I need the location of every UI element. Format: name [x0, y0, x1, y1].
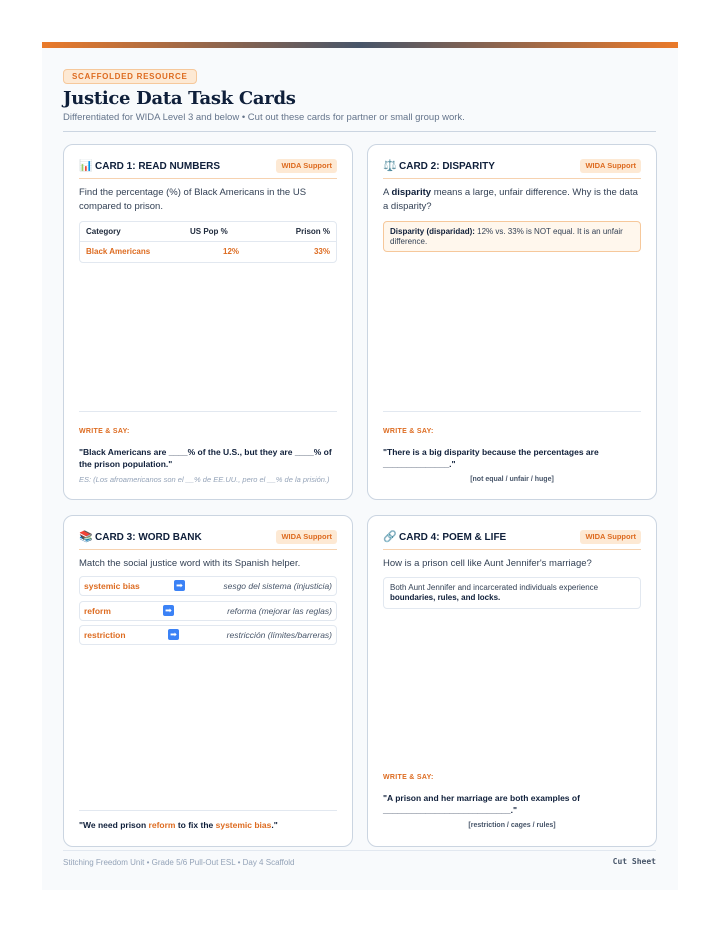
frame-text: to fix the [175, 820, 216, 830]
word-options: [not equal / unfair / huge] [470, 476, 554, 483]
comparison-text: Both Aunt Jennifer and incarcerated individuals experience [390, 583, 599, 592]
frame-text: ." [271, 820, 278, 830]
footer-cut-sheet: Cut Sheet [612, 857, 656, 866]
card-header [383, 159, 641, 179]
arrow-right-icon: ➡ [174, 580, 185, 591]
write-say-label: WRITE & SAY: [383, 774, 434, 781]
english-word: reform [84, 606, 111, 616]
prompt-text: means a large, unfair difference. Why is the data a disparity? [383, 187, 638, 212]
frame-text: "We need prison [79, 820, 149, 830]
table-header: Prison % [295, 227, 330, 236]
comparison-bold: boundaries, rules, and locks. [390, 593, 501, 602]
english-word: systemic bias [84, 581, 140, 591]
frame-keyword: systemic bias [215, 820, 272, 830]
card-title: CARD 2: DISPARITY [399, 161, 495, 172]
sentence-frame: "A prison and her marriage are both examples of ___________________________." [383, 793, 580, 815]
table-cell: 33% [313, 247, 330, 256]
bar-chart-icon: 📊 [79, 160, 93, 172]
wida-badge: WIDA Support [580, 530, 641, 544]
spanish-word: sesgo del sistema (injusticia) [223, 581, 332, 591]
resource-pill: SCAFFOLDED RESOURCE [63, 69, 197, 84]
card-title: CARD 1: READ NUMBERS [95, 161, 221, 172]
write-say-label: WRITE & SAY: [79, 428, 130, 435]
table-cell: Black Americans [86, 247, 151, 256]
word-options: [restriction / cages / rules] [468, 822, 556, 829]
wida-badge: WIDA Support [580, 159, 641, 173]
spanish-helper: ES: (Los afroamericanos son el __% de EE.UU., pero el __% de la prisión.) [79, 475, 330, 484]
card-divider [79, 810, 337, 811]
card-prompt: Find the percentage (%) of Black Americans in the US compared to prison. [79, 187, 307, 212]
card-disparity [367, 144, 657, 500]
wida-badge: WIDA Support [276, 530, 337, 544]
definition-box [383, 221, 641, 252]
books-icon: 📚 [79, 531, 93, 543]
header-divider [63, 131, 656, 132]
sentence-frame [79, 820, 278, 830]
card-header [79, 530, 337, 550]
card-header [79, 159, 337, 179]
definition-term: Disparity (disparidad): [390, 227, 475, 236]
card-prompt [383, 186, 645, 214]
wida-badge: WIDA Support [276, 159, 337, 173]
sentence-frame: "There is a big disparity because the percentages are ______________." [383, 447, 599, 469]
card-read-numbers [63, 144, 353, 500]
footer-unit-info: Stitching Freedom Unit • Grade 5/6 Pull-Out ESL • Day 4 Scaffold [63, 858, 295, 867]
prompt-text: A [383, 187, 392, 198]
word-row [79, 601, 337, 621]
page-title: Justice Data Task Cards [63, 88, 296, 109]
sentence-frame: "Black Americans are ____% of the U.S., but they are ____% of the prison population." [79, 447, 332, 469]
table-row [80, 242, 336, 262]
arrow-right-icon: ➡ [163, 605, 174, 616]
page-subtitle: Differentiated for WIDA Level 3 and below • Cut out these cards for partner or small group work. [63, 112, 465, 123]
spanish-word: restricción (límites/barreras) [226, 630, 332, 640]
prompt-term: disparity [391, 187, 432, 198]
card-title: CARD 3: WORD BANK [95, 532, 202, 543]
table-header: Category [86, 227, 121, 236]
card-divider [383, 411, 641, 412]
link-icon: 🔗 [383, 531, 397, 543]
frame-keyword: reform [148, 820, 176, 830]
word-row [79, 576, 337, 596]
scales-icon: ⚖️ [383, 160, 397, 172]
worksheet [42, 42, 678, 890]
card-title: CARD 4: POEM & LIFE [399, 532, 507, 543]
table-cell: 12% [223, 247, 240, 256]
card-prompt: How is a prison cell like Aunt Jennifer's marriage? [383, 558, 592, 569]
word-row [79, 625, 337, 645]
card-divider [79, 411, 337, 412]
data-table [79, 221, 337, 263]
table-header: US Pop % [190, 227, 228, 236]
table-header-row [80, 222, 336, 242]
top-accent-bar [42, 42, 678, 48]
write-say-label: WRITE & SAY: [383, 428, 434, 435]
comparison-box [383, 577, 641, 609]
definition-text: 12% vs. 33% is NOT equal. It is an unfair difference. [390, 227, 623, 246]
card-word-bank [63, 515, 353, 847]
spanish-word: reforma (mejorar las reglas) [227, 606, 332, 616]
card-prompt: Match the social justice word with its Spanish helper. [79, 558, 301, 569]
card-header [383, 530, 641, 550]
arrow-right-icon: ➡ [168, 629, 179, 640]
card-poem-life [367, 515, 657, 847]
english-word: restriction [84, 630, 126, 640]
footer-divider [63, 850, 656, 851]
